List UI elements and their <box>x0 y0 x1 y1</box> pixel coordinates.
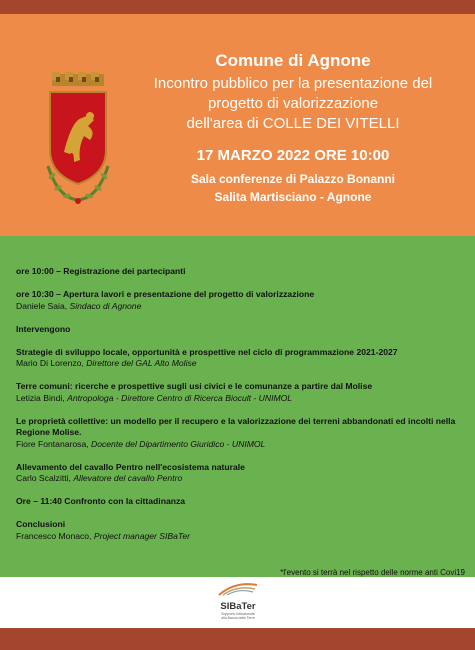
program-item <box>16 462 461 485</box>
program-item <box>16 416 461 451</box>
program-item-title: Terre comuni: ricerche e prospettive sugli usi civici e le comunanze a partire dal Molise <box>16 381 373 391</box>
program-item-title: Conclusioni <box>16 519 66 529</box>
program-item <box>16 496 461 508</box>
program-item <box>16 381 461 404</box>
program-item-title: ore 10:30 – Apertura lavori e presentazione del progetto di valorizzazione <box>16 289 315 299</box>
event-venue <box>128 170 458 206</box>
speaker-role: Docente del Dipartimento Giuridico - UNIMOL <box>91 438 266 449</box>
speaker-name: Fiore Fontanarosa, <box>16 438 91 449</box>
footer <box>0 577 475 627</box>
program-section <box>0 236 475 577</box>
program-item-title: Le proprietà collettive: un modello per il recupero e la valorizzazione dei terreni abbandonati ed incolti nella Regione Molise. <box>16 415 456 437</box>
subtitle-line: Incontro pubblico per la presentazione del <box>153 75 433 92</box>
speaker-role: Antropologa - Direttore Centro di Ricerca Biocult - UNIMOL <box>67 392 293 403</box>
venue-line: Salita Martisciano - Agnone <box>214 190 372 204</box>
page-title: Comune di Agnone <box>215 51 371 70</box>
program-item <box>16 289 461 312</box>
logo-subtitle: Supporto Istituzionale <box>221 612 255 616</box>
speaker-name: Francesco Monaco, <box>16 530 94 541</box>
program-item-title: Intervengono <box>16 323 71 334</box>
subtitle-line: dell'area di COLLE DEI VITELLI <box>186 115 400 132</box>
speaker-role: Sindaco di Agnone <box>69 300 142 311</box>
event-date: 17 MARZO 2022 ORE 10:00 <box>196 147 390 164</box>
speaker-role: Project manager SIBaTer <box>93 530 191 541</box>
speaker-role: Direttore del GAL Alto Molise <box>86 358 197 368</box>
top-bar <box>0 0 475 14</box>
program-item <box>16 324 461 336</box>
subtitle-line: progetto di valorizzazione <box>207 95 379 112</box>
sibater-logo-icon <box>215 579 261 597</box>
program-list <box>16 266 461 554</box>
speaker-name: Mario Di Lorenzo, <box>16 358 87 368</box>
program-item-title: Allevamento del cavallo Pentro nell'ecosistema naturale <box>16 461 245 472</box>
program-item <box>16 266 461 278</box>
program-item-title: Ore – 11:40 Confronto con la cittadinanza <box>16 496 186 506</box>
program-item <box>16 519 461 542</box>
speaker-name: Carlo Scalzitti, <box>16 473 74 483</box>
bottom-bar <box>0 628 475 650</box>
logo-subtitle: alla Banca delle Terre <box>221 616 255 620</box>
program-item-title: ore 10:00 – Registrazione dei partecipanti <box>16 266 186 276</box>
event-subtitle <box>128 74 458 134</box>
speaker-name: Daniele Saia, <box>16 300 70 311</box>
covid-note: *l'evento si terrà nel rispetto delle norme anti Covi19 <box>280 568 465 577</box>
venue-line: Sala conferenze di Palazzo Bonanni <box>190 172 396 186</box>
program-item-title: Strategie di sviluppo locale, opportunità e prospettive nel ciclo di programmazione 2021-2027 <box>16 346 398 357</box>
program-item <box>16 347 461 370</box>
logo-name: SIBaTer <box>220 601 256 612</box>
speaker-name: Letizia Bindi, <box>16 392 68 403</box>
header-text <box>128 50 458 206</box>
header-section <box>0 14 475 236</box>
coat-of-arms-icon <box>38 70 118 210</box>
sibater-logo <box>215 579 261 625</box>
speaker-role: Allevatore del cavallo Pentro <box>73 473 183 483</box>
